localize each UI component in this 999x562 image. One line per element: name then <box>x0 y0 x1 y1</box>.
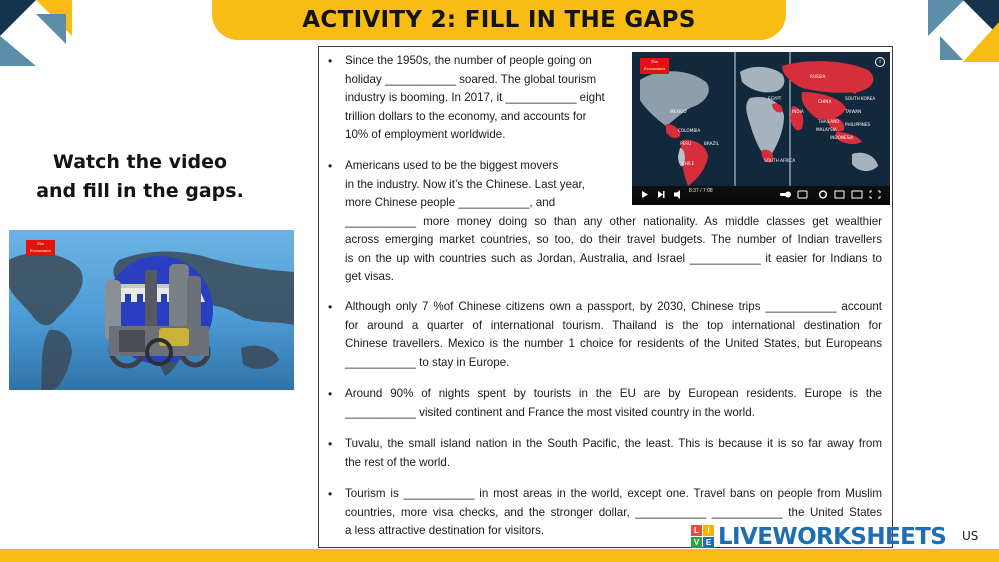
instruction-line-2: and fill in the gaps. <box>36 180 244 202</box>
map-label: CHINA <box>818 99 832 104</box>
bullet: • <box>328 54 333 68</box>
miniplayer-icon <box>835 191 844 198</box>
title-banner <box>212 0 786 40</box>
text-line: Tuvalu, the small island nation in the South Pacific, the least. This is because it is so far away from <box>345 437 882 450</box>
embedded-video-player[interactable] <box>632 52 890 205</box>
text-line: Since the 1950s, the number of people going on <box>345 54 592 67</box>
instruction-line-1: Watch the video <box>52 151 228 173</box>
video-timestamp: 8:37 / 7:08 <box>689 188 713 194</box>
text-line: countries, more visa checks, and the stronger dollar, ___________ ___________ the United States <box>345 505 882 519</box>
text-line: more Chinese people ___________, and <box>345 196 556 209</box>
economist-logo: The Economist <box>640 58 669 74</box>
paragraph-3 <box>328 298 882 372</box>
bullet: • <box>328 437 333 451</box>
paragraph-4 <box>328 385 882 422</box>
brand-suffix: US <box>962 529 979 543</box>
map-label: TAIWAN <box>845 109 862 114</box>
map-label: SOUTH KOREA <box>845 96 876 101</box>
next-icon <box>658 191 663 198</box>
subtitles-icon <box>798 191 807 198</box>
text-line: holiday ___________ soared. The global tourism <box>345 72 597 86</box>
text-line: Chinese travellers. Mexico is the number 1 choice for residents of the United States, but Europeans <box>345 337 882 350</box>
paragraph-1 <box>328 52 621 145</box>
map-label: COLOMBIA <box>678 128 701 133</box>
theater-mode-icon <box>852 191 862 198</box>
text-line: for around a quarter of international tourism. Thailand is the top international destination for <box>345 318 882 332</box>
map-label: RUSSIA <box>810 74 826 79</box>
page-title: ACTIVITY 2: FILL IN THE GAPS <box>302 7 696 33</box>
map-label: THAILAND <box>818 119 840 124</box>
bullet: • <box>328 487 333 501</box>
play-icon <box>642 191 648 198</box>
text-line: Americans used to be the biggest movers <box>345 159 559 172</box>
text-line: Around 90% of nights spent by tourists in the EU are by European residents. Europe is the <box>345 387 882 400</box>
map-label: EGYPT <box>768 96 782 101</box>
video-controls <box>632 183 890 205</box>
settings-icon <box>820 191 827 198</box>
text-line: ___________ to stay in Europe. <box>345 355 510 369</box>
liveworksheets-logo[interactable] <box>691 522 991 552</box>
text-line: get visas. <box>345 270 394 283</box>
player-controls-glyphs <box>632 183 890 205</box>
map-label: INDIA <box>792 109 804 114</box>
brand-name: LIVEWORKSHEETS <box>718 524 947 550</box>
text-line: across emerging market countries, so too, do their travel budgets. The number of Indian travellers <box>345 233 882 246</box>
info-icon[interactable]: i <box>875 57 885 67</box>
economist-logo: The Economist <box>26 240 55 256</box>
text-line: Tourism is ___________ in most areas in the world, except one. Travel bans on people from Muslim <box>345 487 882 500</box>
text-line: 10% of employment worldwide. <box>345 128 506 141</box>
volume-icon <box>674 190 680 199</box>
text-line: is on the up with countries such as Jordan, Australia, and Israel ___________ it easier for Indians to <box>345 251 882 265</box>
text-line: ___________ visited continent and France the most visited country in the world. <box>345 405 755 419</box>
text-line: in the industry. Now it’s the Chinese. Last year, <box>345 177 585 191</box>
instruction-text <box>14 148 266 206</box>
fullscreen-icon <box>870 191 880 198</box>
map-label: MALAYSIA <box>816 127 837 132</box>
map-label: SOUTH AFRICA <box>764 158 796 163</box>
map-label: CHILE <box>682 161 695 166</box>
map-label: BRAZIL <box>704 141 719 146</box>
paragraph-5 <box>328 435 882 472</box>
liveworksheets-grid-icon: L I V E <box>691 525 715 549</box>
video-thumbnail[interactable] <box>9 230 294 390</box>
bullet: • <box>328 300 333 314</box>
text-line: industry is booming. In 2017, it ___________ eight <box>345 91 605 104</box>
map-label: MEXICO <box>670 109 687 114</box>
map-label: PHILIPPINES <box>845 122 871 127</box>
text-line: ___________ more money doing so than any other nationality. As middle classes get wealthier <box>345 214 882 228</box>
text-line: a less attractive destination for visitors. <box>345 524 545 537</box>
text-line: the rest of the world. <box>345 455 451 469</box>
bullet: • <box>328 159 333 173</box>
text-line: Although only 7 %of Chinese citizens own a passport, by 2030, Chinese trips ___________ account <box>345 300 882 313</box>
text-line: trillion dollars to the economy, and accounts for <box>345 109 587 123</box>
bullet: • <box>328 387 333 401</box>
map-labels <box>632 52 890 182</box>
map-label: PERU <box>680 141 692 146</box>
map-label: INDONESIA <box>830 135 854 140</box>
